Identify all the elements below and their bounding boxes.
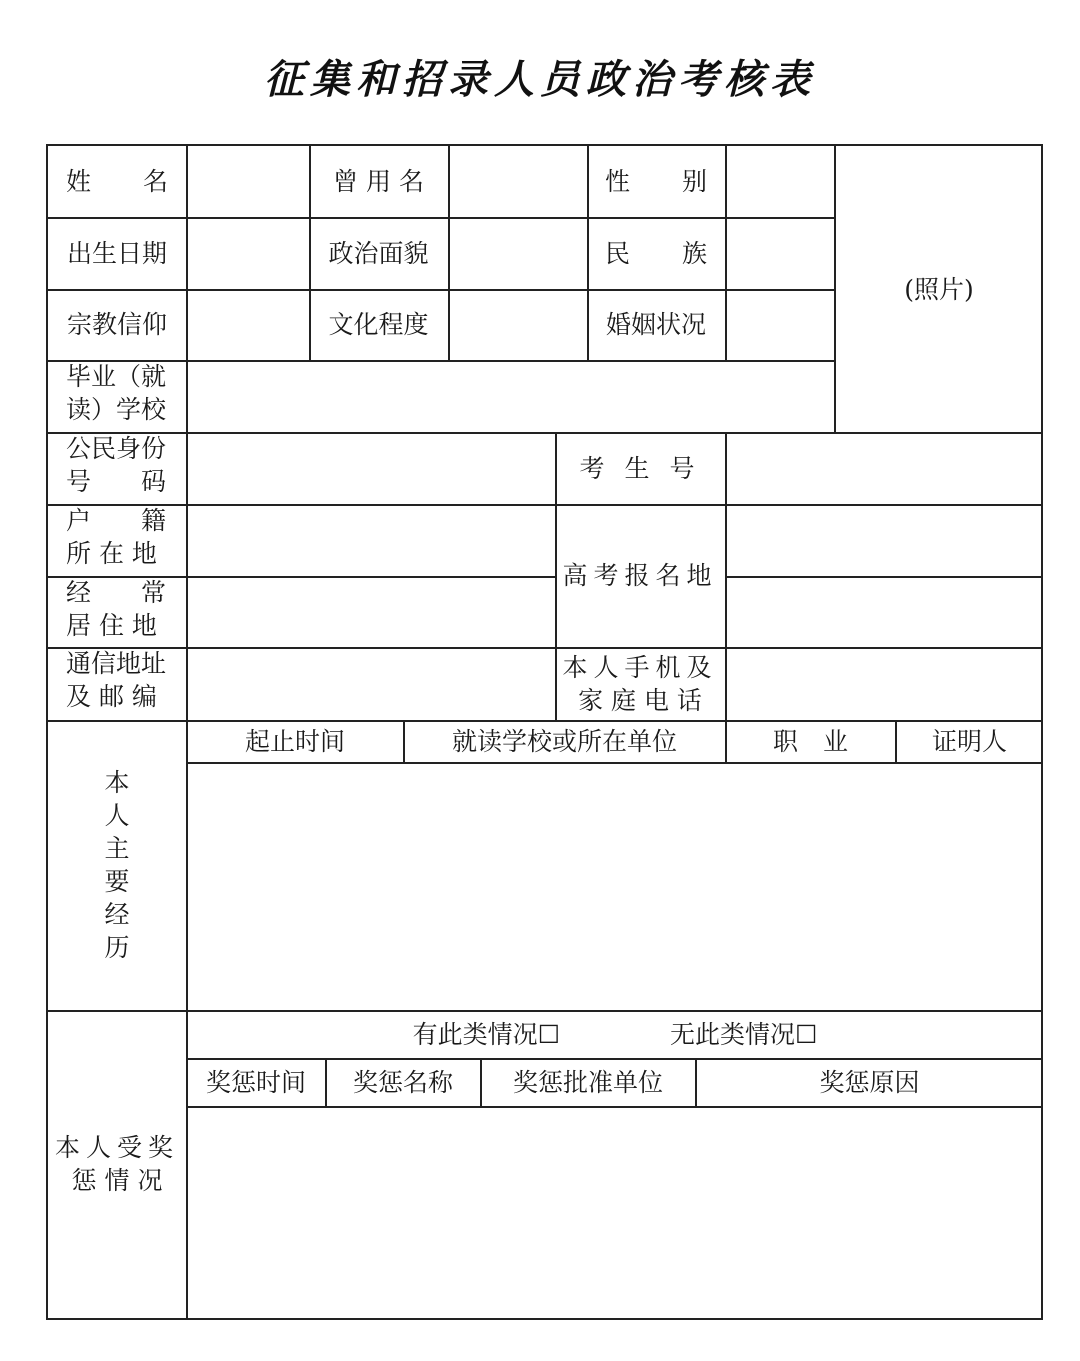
label-school: 毕业（就 读）学校: [66, 362, 167, 424]
has-case-checkbox[interactable]: 有此类情况☐: [412, 1019, 560, 1049]
label-household: 户 籍 所 在 地: [66, 506, 167, 568]
label-exam-number: 考 生 号: [579, 453, 701, 483]
header-exp-school: 就读学校或所在单位: [451, 726, 677, 756]
label-marital-status: 婚姻状况: [605, 310, 706, 339]
label-exam-location: 高考报名地: [562, 561, 718, 590]
photo-placeholder: (照片): [904, 274, 974, 304]
no-case-checkbox[interactable]: 无此类情况☐: [670, 1019, 818, 1049]
label-gender: 性 别: [605, 167, 707, 196]
label-religion: 宗教信仰: [66, 310, 167, 339]
label-name: 姓 名: [66, 167, 168, 196]
label-birth-date: 出生日期: [66, 238, 167, 268]
field-gender[interactable]: [726, 146, 834, 217]
label-reward: 本人受奖 惩 情 况: [54, 1133, 179, 1195]
reward-entries[interactable]: [187, 1107, 1043, 1318]
label-ethnicity: 民 族: [605, 238, 707, 268]
label-id-number: 公民身份 号 码: [66, 434, 167, 496]
form-title: 征集和招录人员政治考核表: [264, 56, 816, 103]
header-rew-time: 奖惩时间: [205, 1067, 306, 1097]
label-residence: 经 常 居 住 地: [66, 578, 167, 640]
reward-case-options: [187, 1010, 1043, 1058]
label-address: 通信地址 及 邮 编: [66, 649, 167, 711]
header-rew-unit: 奖惩批准单位: [512, 1067, 663, 1097]
header-exp-time: 起止时间: [244, 726, 345, 756]
label-former-name: 曾 用 名: [333, 167, 424, 196]
header-rew-name: 奖惩名称: [352, 1067, 453, 1097]
header-exp-witness: 证明人: [931, 726, 1007, 756]
field-name[interactable]: [187, 146, 309, 217]
header-exp-job: 职 业: [772, 726, 848, 756]
label-phone: 本人手机及 家 庭 电 话: [562, 652, 718, 715]
form-table: [46, 144, 1043, 1320]
label-experience: 本 人 主 要 经 历: [104, 768, 130, 962]
label-education: 文化程度: [328, 310, 429, 339]
experience-entries[interactable]: [187, 763, 1043, 1010]
header-rew-reason: 奖惩原因: [819, 1067, 920, 1097]
label-political-status: 政治面貌: [328, 238, 429, 268]
field-former-name[interactable]: [449, 146, 587, 217]
